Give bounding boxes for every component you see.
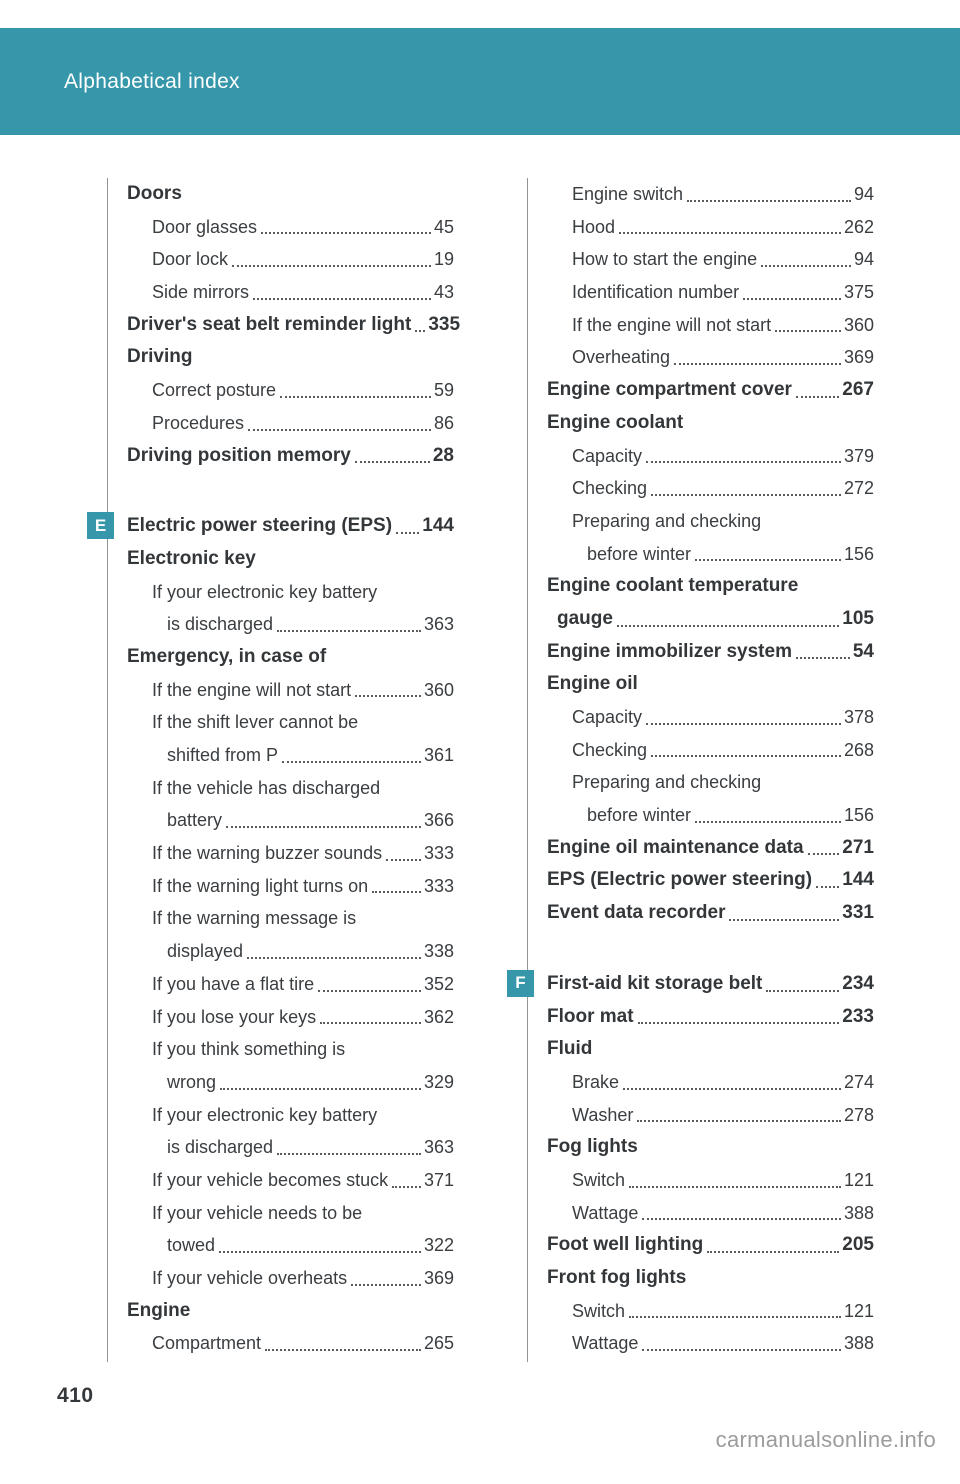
dotted-leader: [280, 396, 431, 398]
entry-text: before winter: [587, 805, 692, 826]
index-entry: [547, 1197, 874, 1230]
page-ref: 19: [433, 249, 454, 270]
index-entry: [127, 1099, 454, 1164]
entry-text: gauge: [557, 607, 613, 629]
entry-text: Door lock: [152, 249, 229, 270]
entry-text: If you have a flat tire: [152, 973, 315, 994]
entry-text: Engine: [127, 1299, 191, 1321]
index-entry: [547, 1295, 874, 1328]
entry-text: Engine compartment cover: [547, 379, 792, 401]
page-ref: 331: [842, 902, 874, 924]
page-ref: 105: [842, 607, 874, 629]
entry-text: If the shift lever cannot be: [152, 712, 359, 733]
page-ref: 54: [852, 640, 874, 662]
page-ref: 329: [423, 1071, 454, 1092]
entry-text: Switch: [572, 1300, 626, 1321]
dotted-leader: [637, 1120, 841, 1122]
entry-text: If your vehicle becomes stuck: [152, 1169, 389, 1190]
index-entry: [547, 341, 874, 374]
entry-text: Capacity: [572, 707, 643, 727]
dotted-leader: [808, 853, 840, 855]
dotted-leader: [642, 1218, 841, 1220]
entry-text: Checking: [572, 739, 648, 760]
page-ref: 267: [842, 379, 874, 401]
page-ref: 144: [422, 515, 454, 537]
page-ref: 322: [423, 1235, 454, 1256]
entry-text: Brake: [572, 1071, 620, 1092]
entry-text: Engine oil: [547, 673, 638, 695]
index-entry: [547, 668, 874, 701]
entry-text: How to start the engine: [572, 249, 758, 270]
page-ref: 156: [843, 543, 874, 564]
entry-text: towed: [167, 1235, 216, 1256]
index-entry: [127, 243, 454, 276]
index-entry: [547, 1066, 874, 1099]
index-entry: [547, 636, 874, 669]
entry-text: Procedures: [152, 412, 245, 433]
index-entry: [547, 407, 874, 440]
entry-text: displayed: [167, 941, 244, 962]
page-ref: 333: [423, 843, 454, 864]
page-ref: 272: [843, 478, 874, 499]
index-entry: [127, 641, 454, 674]
entry-text: Doors: [127, 183, 182, 204]
page-ref: 338: [423, 941, 454, 962]
page-title: Alphabetical index: [64, 69, 240, 93]
dotted-leader: [796, 396, 839, 398]
index-column-left: [94, 178, 461, 1362]
dotted-leader: [796, 657, 850, 659]
index-entry: [547, 276, 874, 309]
page-ref: 369: [423, 1268, 454, 1288]
dotted-leader: [318, 990, 421, 992]
page-ref: 375: [843, 282, 874, 303]
entry-text: Compartment: [152, 1333, 262, 1354]
page-number: 410: [57, 1384, 94, 1407]
entry-text: Identification number: [572, 282, 740, 303]
dotted-leader: [220, 1088, 421, 1090]
index-entry: [547, 309, 874, 342]
dotted-leader: [651, 755, 841, 757]
dotted-leader: [766, 990, 839, 992]
entry-text: Engine oil maintenance data: [547, 836, 804, 858]
dotted-leader: [248, 429, 431, 431]
dotted-leader: [687, 200, 851, 202]
entry-text: If your vehicle needs to be: [152, 1202, 363, 1223]
entry-text: If the warning light turns on: [152, 875, 369, 896]
dotted-leader: [396, 532, 419, 534]
index-entry: [127, 276, 454, 309]
page-ref: 363: [423, 1137, 454, 1158]
entry-text: Engine coolant: [547, 411, 684, 433]
index-entry: [547, 766, 874, 831]
page-ref: 335: [428, 313, 461, 335]
page-ref: 144: [842, 869, 874, 891]
entry-text: is discharged: [167, 614, 274, 635]
dotted-leader: [261, 232, 431, 234]
index-entry: [547, 472, 874, 505]
entry-text: If the vehicle has discharged: [152, 777, 381, 798]
dotted-leader: [617, 625, 839, 627]
entry-text: Fluid: [547, 1038, 593, 1060]
header-bar: [0, 28, 960, 135]
page-ref: 234: [842, 972, 874, 994]
entry-text: If the engine will not start: [152, 679, 352, 700]
dotted-leader: [226, 826, 421, 828]
entry-text: Checking: [572, 478, 648, 499]
page-ref: 233: [842, 1005, 874, 1027]
page-ref: 388: [843, 1333, 874, 1354]
dotted-leader: [320, 1022, 421, 1024]
dotted-leader: [265, 1349, 421, 1351]
index-entry: [94, 510, 454, 543]
page-ref: 121: [843, 1169, 874, 1190]
dotted-leader: [619, 232, 841, 234]
entry-text: If your electronic key battery: [152, 581, 378, 602]
index-entry: [547, 374, 874, 407]
dotted-leader: [646, 723, 841, 725]
index-entry: [547, 1131, 874, 1164]
page-ref: 333: [423, 875, 454, 896]
index-entry: [127, 576, 454, 641]
index-entry: [127, 706, 454, 771]
index-entry: [547, 243, 874, 276]
index-entry: [547, 1001, 874, 1034]
entry-text: Driving position memory: [127, 444, 351, 466]
dotted-leader: [816, 886, 839, 888]
entry-text: If your electronic key battery: [152, 1104, 378, 1125]
dotted-leader: [277, 630, 421, 632]
dotted-leader: [642, 1349, 841, 1351]
dotted-leader: [351, 1284, 421, 1286]
dotted-leader: [355, 461, 430, 463]
entry-text: Side mirrors: [152, 282, 250, 303]
entry-text: Engine coolant temperature: [547, 575, 799, 597]
page-ref: 278: [843, 1104, 874, 1125]
page-ref: 86: [433, 412, 454, 433]
entry-text: Engine switch: [572, 184, 684, 204]
entry-text: Electric power steering (EPS): [127, 515, 393, 537]
page-ref: 378: [843, 707, 874, 727]
dotted-leader: [695, 559, 841, 561]
entry-text: before winter: [587, 543, 692, 564]
index-entry: [127, 1033, 454, 1098]
entry-text: Wattage: [572, 1333, 639, 1354]
index-entry: [127, 1001, 454, 1034]
index-entry: [547, 897, 874, 930]
entry-text: Wattage: [572, 1202, 639, 1223]
dotted-leader: [629, 1186, 841, 1188]
entry-text: Electronic key: [127, 547, 256, 569]
entry-text: shifted from P: [167, 745, 279, 765]
index-entry: [127, 407, 454, 440]
entry-text: is discharged: [167, 1137, 274, 1158]
page-ref: 369: [843, 347, 874, 368]
index-entry: [547, 1099, 874, 1132]
page-ref: 45: [433, 216, 454, 237]
index-entry: [127, 341, 454, 374]
index-entry: [127, 968, 454, 1001]
entry-text: battery: [167, 810, 223, 831]
page-ref: 362: [423, 1006, 454, 1027]
dotted-leader: [646, 461, 841, 463]
index-entry: [127, 1262, 454, 1295]
index-entry: [127, 178, 454, 211]
dotted-leader: [695, 821, 841, 823]
index-entry: [547, 211, 874, 244]
index-entry: [127, 837, 454, 870]
entry-text: Capacity: [572, 445, 643, 466]
dotted-leader: [219, 1251, 421, 1253]
page-ref: 274: [843, 1071, 874, 1092]
entry-text: First-aid kit storage belt: [547, 972, 763, 994]
entry-text: Emergency, in case of: [127, 645, 327, 667]
entry-text: Overheating: [572, 347, 671, 368]
index-entry: [127, 1295, 454, 1328]
index-entry: [127, 211, 454, 244]
index-entry: [127, 902, 454, 967]
entry-text: If you think something is: [152, 1039, 346, 1060]
page-ref: 205: [842, 1234, 874, 1256]
index-entry: [547, 1262, 874, 1295]
entry-text: Correct posture: [152, 380, 277, 401]
dotted-leader: [232, 265, 431, 267]
entry-text: If the warning message is: [152, 908, 357, 929]
index-entry: [547, 734, 874, 767]
index-entry: [127, 1327, 454, 1360]
index-entry: [547, 1229, 874, 1262]
watermark: carmanualsonline.info: [715, 1427, 936, 1452]
entry-text: Door glasses: [152, 216, 258, 237]
entry-text: Foot well lighting: [547, 1234, 704, 1256]
page-ref: 268: [843, 739, 874, 760]
index-entry: [127, 674, 454, 707]
entry-text: Fog lights: [547, 1136, 638, 1158]
entry-text: Switch: [572, 1169, 626, 1190]
index-entry: [127, 543, 454, 576]
index-entry: [127, 1164, 454, 1197]
entry-text: Engine immobilizer system: [547, 640, 792, 662]
dotted-leader: [372, 891, 421, 893]
entry-text: Driving: [127, 346, 193, 368]
entry-text: If your vehicle overheats: [152, 1268, 348, 1288]
dotted-leader: [623, 1088, 841, 1090]
entry-text: If the warning buzzer sounds: [152, 843, 383, 864]
index-entry: [547, 1327, 874, 1360]
dotted-leader: [761, 265, 851, 267]
page-ref: 271: [842, 836, 874, 858]
page-ref: 363: [423, 614, 454, 635]
dotted-leader: [729, 919, 839, 921]
entry-text: Front fog lights: [547, 1267, 687, 1288]
dotted-leader: [651, 494, 841, 496]
page-ref: 262: [843, 216, 874, 237]
entry-text: Event data recorder: [547, 902, 726, 924]
section-letter-e: E: [87, 512, 114, 539]
dotted-leader: [775, 330, 841, 332]
dotted-leader: [707, 1251, 839, 1253]
page-ref: 121: [843, 1300, 874, 1321]
page-ref: 388: [843, 1202, 874, 1223]
page-ref: 156: [843, 805, 874, 826]
page-ref: 360: [843, 314, 874, 335]
dotted-leader: [277, 1153, 421, 1155]
page-ref: 94: [853, 249, 874, 270]
entry-text: Driver's seat belt reminder light: [127, 313, 412, 335]
entry-text: EPS (Electric power steering): [547, 869, 813, 891]
entry-text: Floor mat: [547, 1005, 634, 1027]
dotted-leader: [638, 1022, 840, 1024]
entry-text: Washer: [572, 1104, 634, 1125]
entry-text: Hood: [572, 216, 616, 237]
index-entry: [127, 1197, 454, 1262]
dotted-leader: [386, 859, 421, 861]
dotted-leader: [253, 298, 431, 300]
entry-text: If you lose your keys: [152, 1006, 317, 1027]
index-entry: [547, 178, 874, 211]
index-entry: [127, 870, 454, 903]
dotted-leader: [674, 363, 841, 365]
index-entry: [547, 570, 874, 635]
page-ref: 28: [432, 444, 454, 466]
index-entry: [547, 440, 874, 473]
index-entry: [547, 505, 874, 570]
index-entry: [127, 440, 454, 473]
dotted-leader: [355, 695, 421, 697]
index-entry: [127, 309, 461, 342]
page-ref: 361: [423, 745, 454, 765]
page-ref: 59: [433, 380, 454, 401]
dotted-leader: [247, 957, 421, 959]
dotted-leader: [282, 761, 421, 763]
page-ref: 379: [843, 445, 874, 466]
page-ref: 352: [423, 973, 454, 994]
index-entry: [547, 701, 874, 734]
dotted-leader: [743, 298, 841, 300]
dotted-leader: [629, 1316, 841, 1318]
page-ref: 94: [853, 184, 874, 204]
entry-text: Preparing and checking: [572, 772, 762, 793]
page-ref: 366: [423, 810, 454, 831]
page-ref: 360: [423, 679, 454, 700]
page-ref: 43: [433, 282, 454, 303]
entry-text: wrong: [167, 1071, 217, 1092]
index-entry: [547, 1033, 874, 1066]
index-entry: [547, 1164, 874, 1197]
entry-text: If the engine will not start: [572, 314, 772, 335]
index-entry: [547, 832, 874, 865]
dotted-leader: [392, 1186, 421, 1188]
index-entry: [127, 374, 454, 407]
page-ref: 265: [423, 1333, 454, 1354]
index-entry: [515, 968, 874, 1001]
entry-text: Preparing and checking: [572, 510, 762, 531]
section-letter-f: F: [507, 970, 534, 997]
index-column-right: [515, 178, 874, 1362]
dotted-leader: [415, 330, 425, 332]
page-ref: 371: [423, 1169, 454, 1190]
index-entry: [127, 772, 454, 837]
index-entry: [547, 864, 874, 897]
